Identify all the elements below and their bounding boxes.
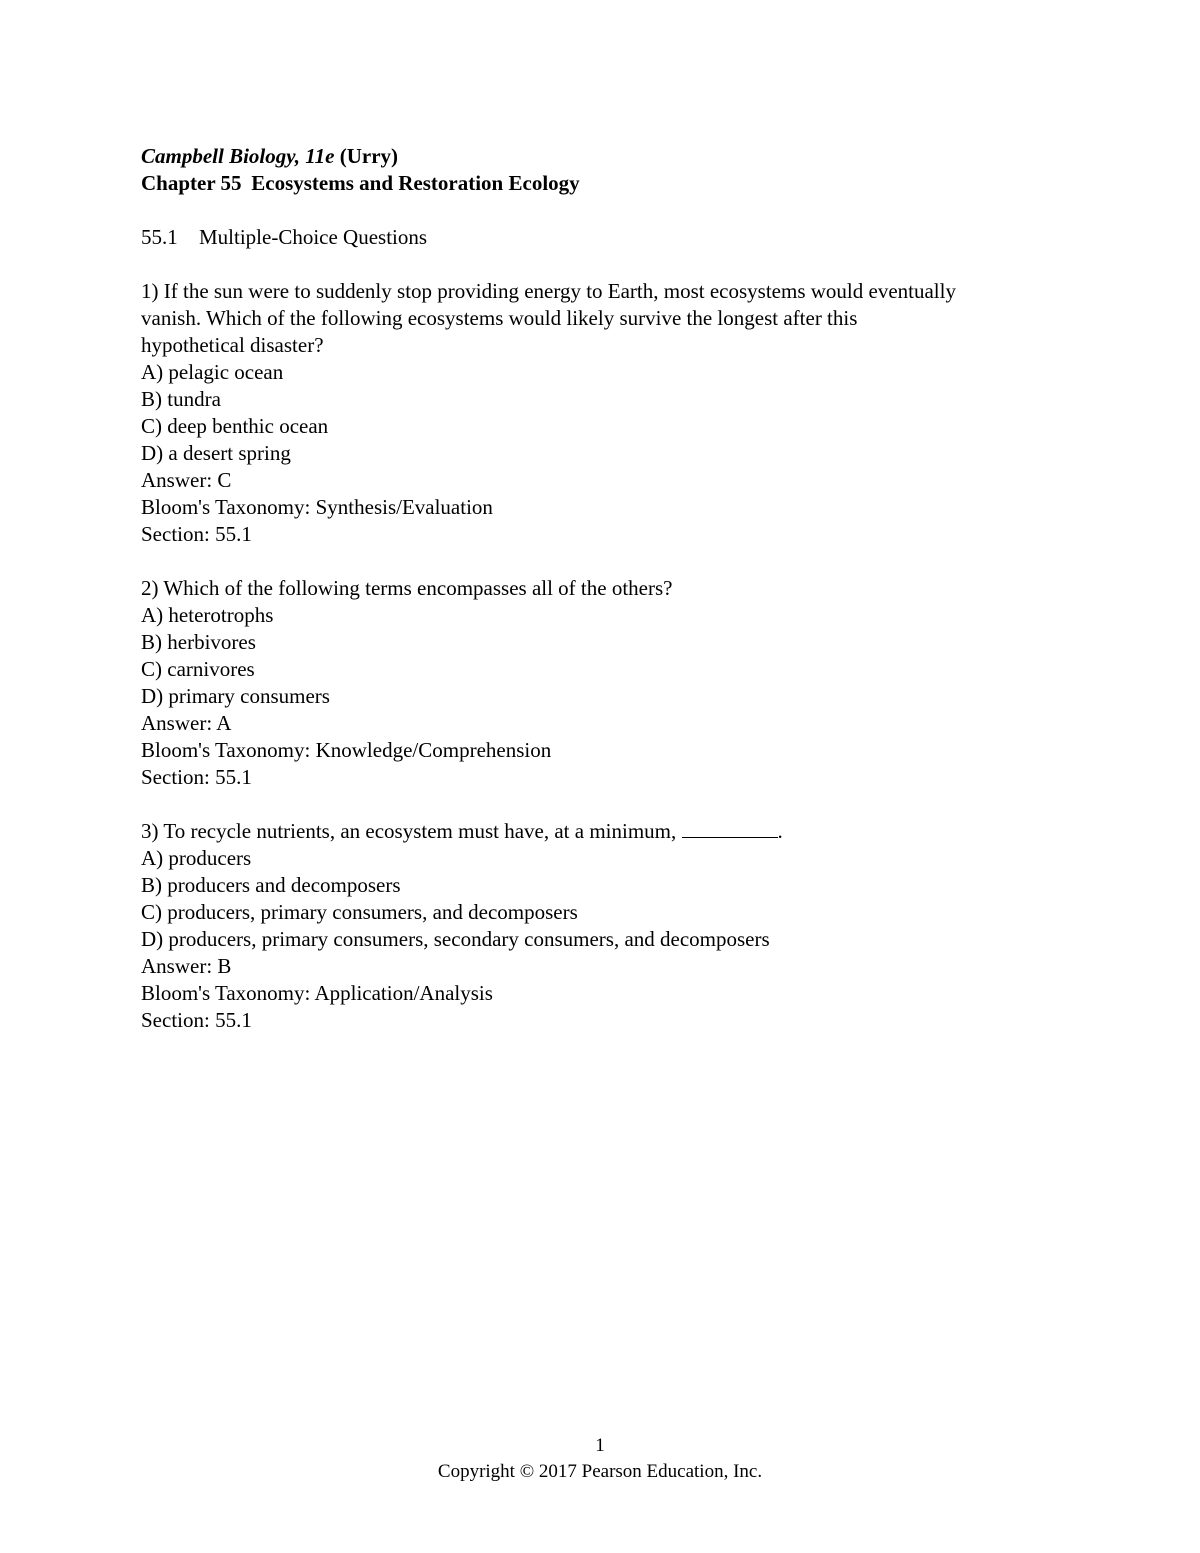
question-2 — [141, 575, 1081, 791]
book-title: Campbell Biology, 11e — [141, 144, 335, 168]
blooms-taxonomy: Bloom's Taxonomy: Synthesis/Evaluation — [141, 495, 493, 519]
chapter-heading — [141, 170, 1081, 197]
answer-option: A) producers — [141, 846, 252, 870]
answer-option: C) producers, primary consumers, and decomposers — [141, 900, 578, 924]
page-number: 1 — [595, 1435, 605, 1456]
question-section: Section: 55.1 — [141, 765, 252, 789]
page-content — [141, 143, 1081, 1034]
question-stem-line — [141, 818, 1081, 845]
question-stem-text: 3) To recycle nutrients, an ecosystem must have, at a minimum, — [141, 819, 682, 843]
answer-option: D) producers, primary consumers, secondary consumers, and decomposers — [141, 927, 770, 951]
answer-option: B) producers and decomposers — [141, 873, 401, 897]
copyright-notice: Copyright © 2017 Pearson Education, Inc. — [437, 1461, 763, 1482]
question-section: Section: 55.1 — [141, 522, 252, 546]
blooms-taxonomy: Bloom's Taxonomy: Knowledge/Comprehension — [141, 738, 552, 762]
question-stem-end: . — [777, 819, 783, 843]
fill-in-blank — [682, 820, 778, 838]
chapter-label: Chapter 55 — [141, 171, 242, 195]
answer-option: C) carnivores — [141, 657, 255, 681]
answer-key: Answer: B — [141, 954, 232, 978]
question-1 — [141, 278, 1081, 548]
chapter-title: Ecosystems and Restoration Ecology — [251, 171, 580, 195]
answer-option: D) primary consumers — [141, 684, 330, 708]
book-citation — [141, 143, 1081, 170]
answer-key: Answer: A — [141, 711, 232, 735]
answer-option: B) herbivores — [141, 630, 256, 654]
answer-option: A) pelagic ocean — [141, 360, 284, 384]
answer-option: C) deep benthic ocean — [141, 414, 329, 438]
question-section: Section: 55.1 — [141, 1008, 252, 1032]
book-author: (Urry) — [339, 144, 399, 168]
blooms-taxonomy: Bloom's Taxonomy: Application/Analysis — [141, 981, 493, 1005]
question-stem-line: vanish. Which of the following ecosystems would likely survive the longest after this — [141, 306, 858, 330]
answer-option: A) heterotrophs — [141, 603, 274, 627]
section-title: Multiple-Choice Questions — [199, 225, 428, 249]
section-number: 55.1 — [141, 225, 178, 249]
answer-option: D) a desert spring — [141, 441, 291, 465]
answer-option: B) tundra — [141, 387, 221, 411]
question-stem-line: hypothetical disaster? — [141, 333, 324, 357]
question-3 — [141, 818, 1081, 1034]
question-stem-line: 1) If the sun were to suddenly stop providing energy to Earth, most ecosystems would eventually — [141, 279, 956, 303]
answer-key: Answer: C — [141, 468, 232, 492]
section-heading — [141, 224, 1081, 251]
question-stem-line: 2) Which of the following terms encompasses all of the others? — [141, 576, 673, 600]
